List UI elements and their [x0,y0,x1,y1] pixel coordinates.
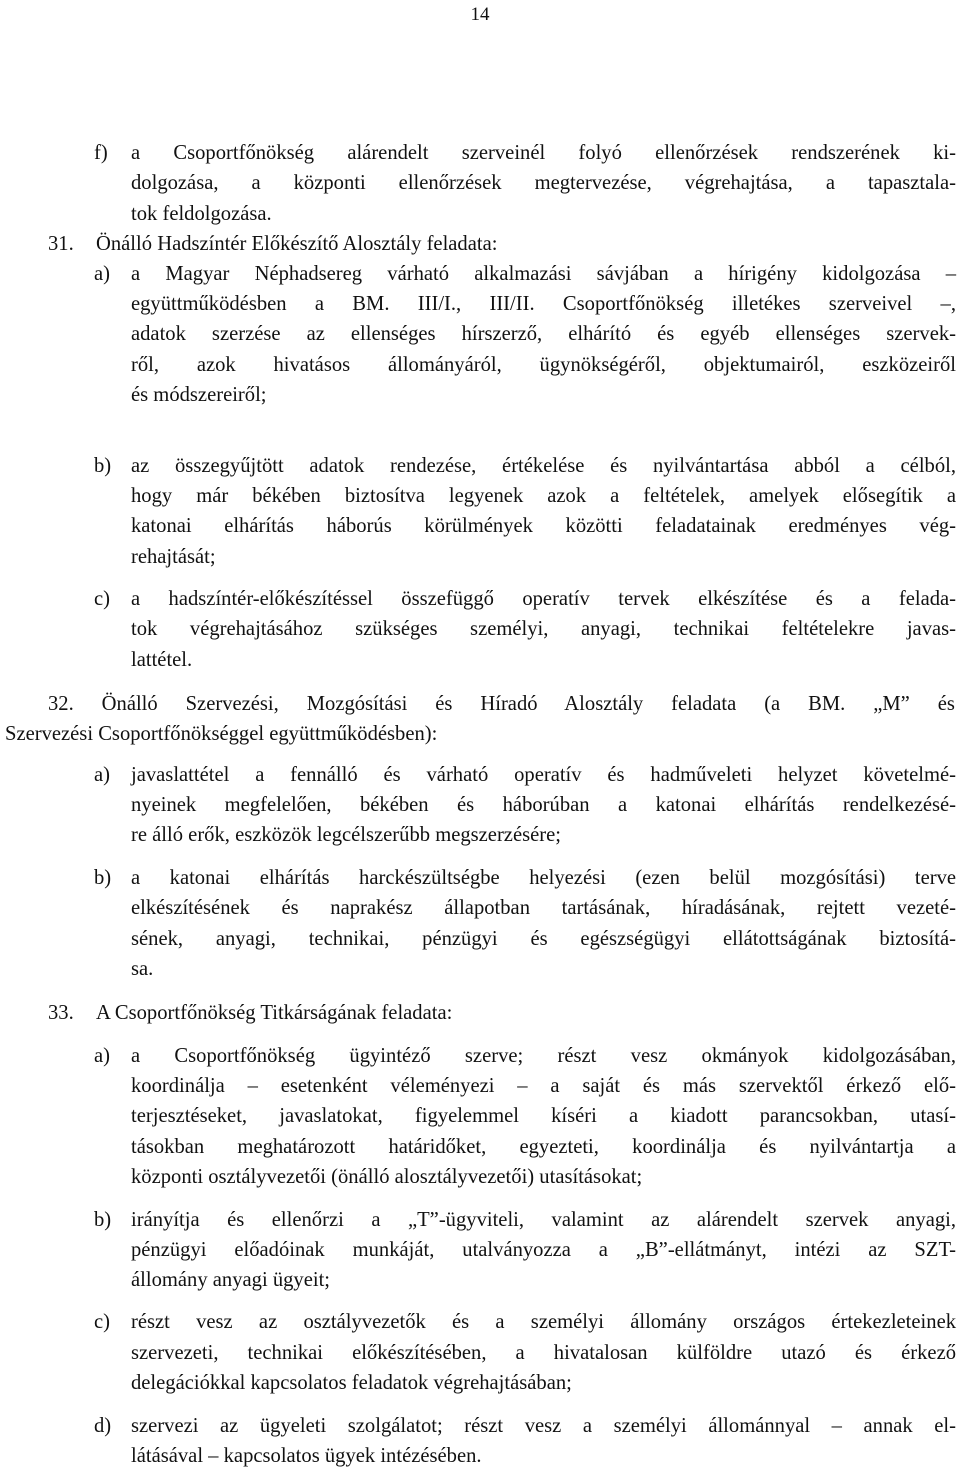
paragraph-label: d) [94,1415,112,1437]
paragraph-label: c) [94,1311,110,1333]
text-line: szervezi az ügyeleti szolgálatot; részt vesz a személyi állománnyal – annak el- [131,1415,956,1437]
text-line: a hadszíntér-előkészítéssel összefüggő operatív tervek elkészítése és a felada- [131,588,956,610]
text-line: irányítja és ellenőrzi a „T”-ügyviteli, valamint az alárendelt szervek anyagi, [131,1209,956,1231]
text-line: katonai elhárítás háborús körülmények közötti feladatainak eredményes vég- [131,515,957,537]
text-line: A Csoportfőnökség Titkárságának feladata: [96,1002,453,1024]
text-line: dolgozása, a központi ellenőrzések megtervezése, végrehajtása, a tapasztala- [131,172,956,194]
paragraph-label: a) [94,1045,110,1067]
text-line: tok végrehajtásához szükséges személyi, anyagi, technikai feltételekre javas- [131,618,956,640]
text-line: sa. [131,958,154,980]
text-line: központi osztályvezetői (önálló alosztályvezetői) utasításokat; [131,1166,643,1188]
text-line: részt vesz az osztályvezetők és a személyi állomány országos értekezleteinek [131,1311,956,1333]
text-line: szervezeti, technikai előkészítésében, a hivatalosan külföldre utazó és érkező [131,1342,956,1364]
page-number: 14 [470,4,490,25]
text-line: az összegyűjtött adatok rendezése, értékelése és nyilvántartása abból a célból, [131,455,956,477]
text-line: javaslattétel a fennálló és várható operatív és hadműveleti helyzet követelmé- [131,764,956,786]
text-line: Szervezési Csoportfőnökséggel együttműködésben): [5,723,438,745]
text-line: tásokban meghatározott határidőket, egyezteti, koordinálja és nyilvántartja a [131,1136,956,1158]
text-line: a Magyar Néphadsereg várható alkalmazási sávjában a hírigény kidolgozása – [131,263,956,285]
text-line: rehajtását; [131,546,216,568]
text-line: a Csoportfőnökség alárendelt szerveinél folyó ellenőrzések rendszerének ki- [131,142,956,164]
text-line: adatok szerzése az ellenséges hírszerző, elhárító és egyéb ellenséges szervek- [131,323,956,345]
text-line: re álló erők, eszközök legcélszerűbb megszerzésére; [131,824,561,846]
text-line: lattétel. [131,649,193,671]
text-line: delegációkkal kapcsolatos feladatok végrehajtásában; [131,1372,572,1394]
text-line: látásával – kapcsolatos ügyek intézésében. [131,1445,482,1467]
text-line: együttműködésben a BM. III/I., III/II. Csoportfőnökség illetékes szerveivel –, [131,293,956,315]
text-line: és módszereiről; [131,384,267,406]
text-line: elkészítésének és naprakész állapotban tartásának, híradásának, rejtett vezeté- [131,897,956,919]
text-line: terjesztéseket, javaslatokat, figyelemmel kíséri a kiadott parancsokban, utasí- [131,1105,956,1127]
text-line: Önálló Hadszíntér Előkészítő Alosztály feladata: [96,233,498,255]
paragraph-label: a) [94,764,110,786]
text-line: ről, azok hivatásos állományáról, ügynökségéről, objektumairól, eszközeiről [131,354,956,376]
paragraph-label: b) [94,455,112,477]
text-line: állomány anyagi ügyeit; [131,1269,331,1291]
paragraph-label: 31. [48,233,74,255]
paragraph-label: 33. [48,1002,74,1024]
paragraph-label: b) [94,1209,112,1231]
paragraph-label: c) [94,588,110,610]
text-line: nyeinek megfelelően, békében és háborúban a katonai elhárítás rendelkezésé- [131,794,956,816]
text-line: hogy már békében biztosítva legyenek azok a feltételek, amelyek elősegítik a [131,485,956,507]
paragraph-label: b) [94,867,112,889]
paragraph-label: f) [94,142,108,164]
text-line: koordinálja – esetenként véleményezi – a saját és más szervektől érkező elő- [131,1075,956,1097]
paragraph-label: a) [94,263,110,285]
text-line: sének, anyagi, technikai, pénzügyi és egészségügyi ellátottságának biztosítá- [131,928,956,950]
text-line: a katonai elhárítás harckészültségbe helyezési (ezen belül mozgósítási) terve [131,867,956,889]
text-line: pénzügyi előadóinak munkáját, utalványozza a „B”-ellátmányt, intézi az SZT- [131,1239,956,1261]
text-line: a Csoportfőnökség ügyintéző szerve; részt vesz okmányok kidolgozásában, [131,1045,956,1067]
text-line: tok feldolgozása. [131,203,272,225]
text-line: 32. Önálló Szervezési, Mozgósítási és Híradó Alosztály feladata (a BM. „M” és [48,693,955,715]
